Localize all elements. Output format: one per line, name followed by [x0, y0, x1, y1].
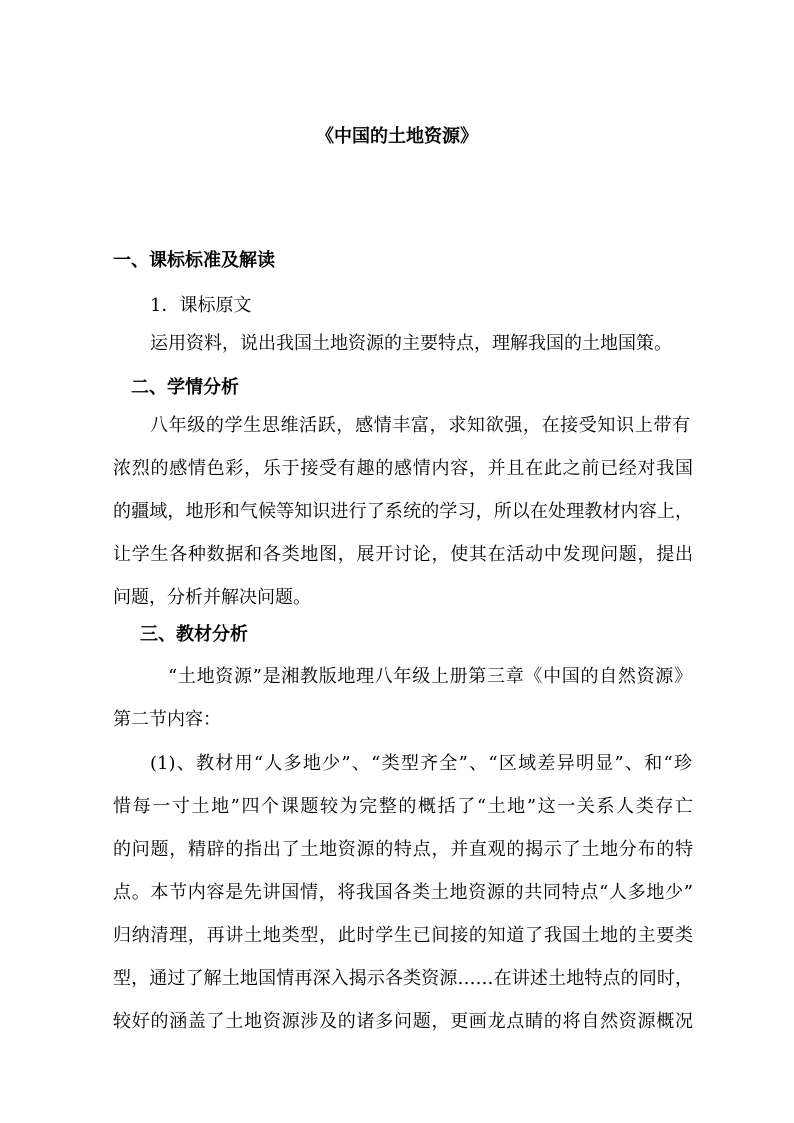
section3-point-line: 型，通过了解土地国情再深入揭示各类资源……在讲述土地特点的同时， [113, 968, 693, 989]
section2-line: 的疆域，地形和气候等知识进行了系统的学习，所以在处理教材内容上， [113, 501, 693, 522]
section2-line: 八年级的学生思维活跃，感情丰富，求知欲强，在接受知识上带有 [150, 415, 690, 436]
section2-line: 浓烈的感情色彩，乐于接受有趣的感情内容，并且在此之前已经对我国 [113, 458, 693, 479]
section3-intro-line: “土地资源”是湘教版地理八年级上册第三章《中国的自然资源》 [168, 666, 692, 687]
section2-line: 让学生各种数据和各类地图，展开讨论，使其在活动中发现问题，提出 [113, 544, 693, 565]
section3-point-line: 的问题，精辟的指出了土地资源的特点，并直观的揭示了土地分布的特 [113, 839, 693, 860]
section2-heading: 二、学情分析 [131, 377, 239, 398]
section3-intro-line: 第二节内容： [113, 709, 221, 730]
section3-heading: 三、教材分析 [140, 624, 248, 645]
section1-heading: 一、课标标准及解读 [113, 250, 275, 271]
section1-text: 运用资料，说出我国土地资源的主要特点，理解我国的土地国策。 [150, 333, 672, 354]
section2-line: 问题，分析并解决问题。 [113, 587, 311, 608]
section3-point-line: 归纳清理，再讲土地类型，此时学生已间接的知道了我国土地的主要类 [113, 925, 693, 946]
section3-point-line: (1)、教材用“人多地少”、“类型齐全”、“区域差异明显”、和“珍 [150, 753, 692, 774]
document-title: 《中国的土地资源》 [316, 126, 478, 147]
section3-point-line: 点。本节内容是先讲国情，将我国各类土地资源的共同特点“人多地少” [113, 882, 693, 903]
section3-point-line: 较好的涵盖了土地资源涉及的诸多问题，更画龙点睛的将自然资源概况 [113, 1011, 693, 1032]
section1-subheading: 1．课标原文 [150, 295, 252, 316]
section3-point-line: 惜每一寸土地”四个课题较为完整的概括了“土地”这一关系人类存亡 [113, 796, 693, 817]
